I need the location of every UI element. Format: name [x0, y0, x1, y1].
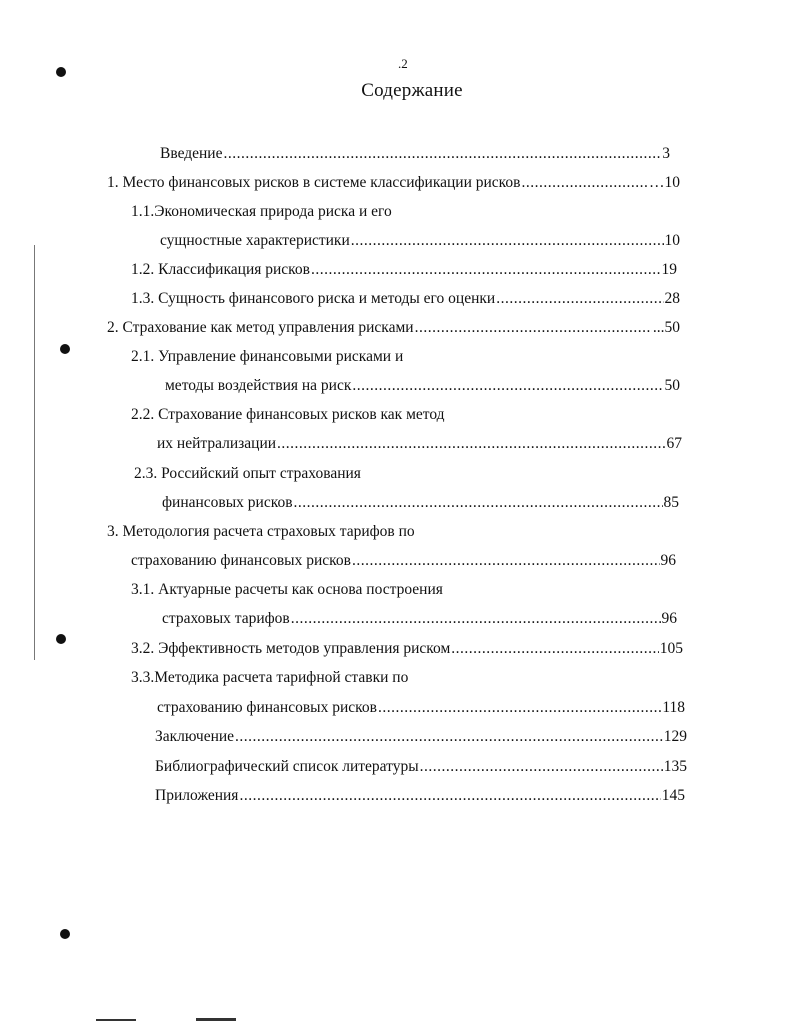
toc-entry-3-3[interactable]: [157, 698, 685, 718]
dot-leader: [451, 639, 658, 659]
toc-entry-chapter-2[interactable]: [107, 318, 680, 338]
binder-hole-1: [56, 67, 66, 77]
dot-leader: [311, 260, 661, 280]
toc-entry-2-1[interactable]: [165, 376, 680, 396]
toc-entry-conclusion[interactable]: [155, 727, 687, 747]
toc-page: 105: [659, 640, 683, 657]
scan-margin-line: [34, 245, 35, 660]
toc-label: 1.2. Классификация рисков: [131, 261, 310, 278]
binder-hole-2: [60, 344, 70, 354]
toc-page: ...50: [652, 319, 680, 336]
binder-hole-3: [56, 634, 66, 644]
toc-entry-chapter-3[interactable]: [131, 551, 676, 571]
toc-label: 2. Страхование как метод управления рисками: [107, 319, 414, 336]
toc-page: 10: [664, 232, 680, 249]
toc-entry-3-2[interactable]: [131, 639, 683, 659]
dot-leader: [420, 757, 663, 777]
toc-entry-chapter-1[interactable]: [107, 173, 680, 193]
toc-page: 67: [666, 435, 682, 452]
toc-page: 96: [660, 552, 676, 569]
toc-label: Заключение: [155, 728, 235, 745]
binder-hole-4: [60, 929, 70, 939]
toc-entry-1-1[interactable]: [160, 231, 680, 251]
toc-entry-2-3[interactable]: [162, 493, 679, 513]
toc-entry-1-3[interactable]: [131, 289, 680, 309]
toc-page: 129: [663, 728, 687, 745]
dot-leader: [294, 493, 663, 513]
toc-entry-2-3-line-1[interactable]: 2.3. Российский опыт страхования: [134, 465, 361, 482]
toc-label: Введение: [160, 145, 223, 162]
toc-entry-2-1-line-1[interactable]: 2.1. Управление финансовыми рисками и: [131, 348, 404, 365]
toc-page: 118: [662, 699, 685, 716]
toc-label: страхованию финансовых рисков: [157, 699, 377, 716]
toc-page: 28: [664, 290, 680, 307]
scan-speck: [96, 1019, 136, 1021]
toc-entry-1-1-line-1[interactable]: 1.1.Экономическая природа риска и его: [131, 203, 392, 220]
toc-label: 1. Место финансовых рисков в системе классификации рисков: [107, 174, 521, 191]
toc-entry-3-1[interactable]: [162, 609, 677, 629]
toc-label: финансовых рисков: [162, 494, 293, 511]
toc-entry-1-2[interactable]: [131, 260, 677, 280]
toc-page: 85: [663, 494, 679, 511]
toc-entry-bibliography[interactable]: [155, 757, 687, 777]
dot-leader: [223, 144, 661, 164]
dot-leader: [415, 318, 652, 338]
toc-label: Приложения: [155, 787, 239, 804]
dot-leader: [378, 698, 661, 718]
toc-entry-appendix[interactable]: [155, 786, 685, 806]
toc-label: сущностные характеристики: [160, 232, 350, 249]
dot-leader: [291, 609, 661, 629]
dot-leader: [496, 289, 663, 309]
toc-page: 19: [661, 261, 677, 278]
dot-leader: [522, 173, 649, 193]
toc-label: страхованию финансовых рисков: [131, 552, 351, 569]
toc-page: 3: [662, 145, 670, 162]
dot-leader: [277, 434, 665, 454]
page-title: Содержание: [361, 80, 463, 101]
toc-page: 145: [661, 787, 685, 804]
toc-label: их нейтрализации: [157, 435, 277, 452]
dot-leader: [351, 231, 664, 251]
toc-label: 3.2. Эффективность методов управления риском: [131, 640, 451, 657]
toc-label: методы воздействия на риск: [165, 377, 352, 394]
dot-leader: [239, 786, 660, 806]
dot-leader: [352, 551, 660, 571]
toc-entry-intro[interactable]: [160, 144, 670, 164]
toc-label: 1.3. Сущность финансового риска и методы его оценки: [131, 290, 496, 307]
toc-entry-3-3-line-1[interactable]: 3.3.Методика расчета тарифной ставки по: [131, 669, 409, 686]
dot-leader: [235, 727, 663, 747]
dot-leader: [352, 376, 663, 396]
toc-entry-3-1-line-1[interactable]: 3.1. Актуарные расчеты как основа построения: [131, 581, 443, 598]
toc-entry-2-2-line-1[interactable]: 2.2. Страхование финансовых рисков как метод: [131, 406, 445, 423]
toc-label: страховых тарифов: [162, 610, 290, 627]
scan-speck: [196, 1018, 236, 1021]
toc-page: 135: [663, 758, 687, 775]
toc-label: Библиографический список литературы: [155, 758, 419, 775]
toc-page: …10: [649, 174, 680, 191]
toc-entry-2-2[interactable]: [157, 434, 682, 454]
toc-page: 96: [661, 610, 677, 627]
page-number: .2: [398, 56, 408, 71]
toc-entry-chapter-3-line-1[interactable]: 3. Методология расчета страховых тарифов по: [107, 523, 415, 540]
toc-page: 50: [664, 377, 680, 394]
